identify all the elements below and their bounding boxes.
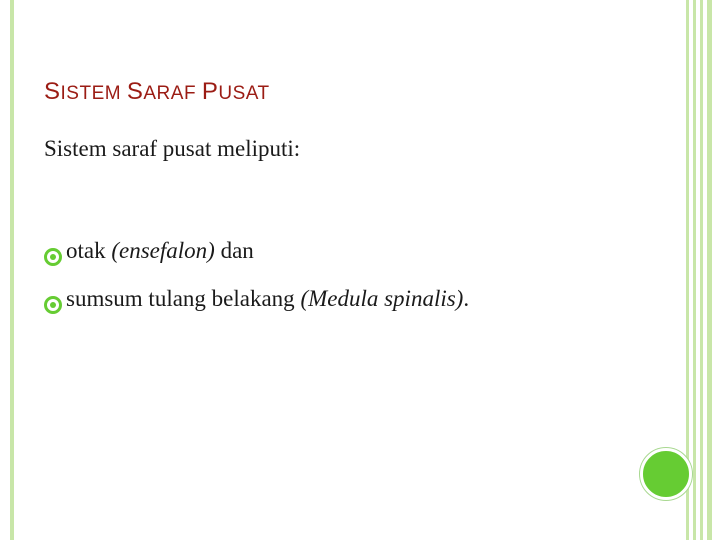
circle-bullet-icon	[44, 248, 62, 266]
left-frame-line	[10, 0, 14, 540]
bullet-item: sumsum tulang belakang (Medula spinalis).	[44, 286, 469, 334]
slide-title: SISTEM SARAF PUSAT	[44, 78, 270, 105]
right-frame-line	[693, 0, 696, 540]
circle-bullet-icon	[44, 296, 62, 314]
right-frame-line	[707, 0, 712, 540]
right-frame-line	[700, 0, 703, 540]
green-circle-icon	[640, 448, 692, 500]
bullet-item: otak (ensefalon) dan	[44, 238, 469, 286]
intro-text: Sistem saraf pusat meliputi:	[44, 136, 301, 161]
bullet-list	[44, 238, 469, 334]
